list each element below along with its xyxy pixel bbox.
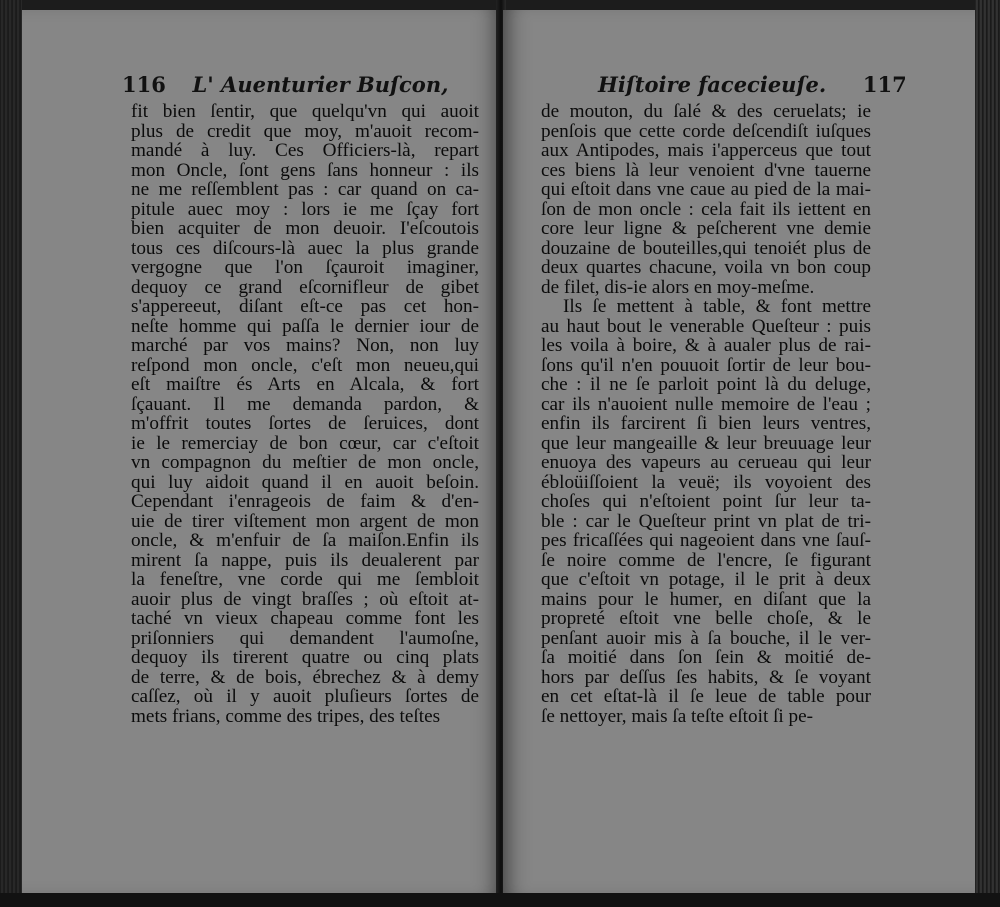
text-line: Ils ſe mettent à table, & font mettre [563, 296, 871, 317]
text-line: au haut bout le venerable Queſteur : puis [541, 315, 871, 337]
text-line: de terre, & de bois, ébrechez & à demy [131, 666, 479, 688]
text-line: uie de tirer viſtement mon argent de mon [131, 510, 479, 532]
right-page-number: 117 [862, 72, 907, 97]
right-page-text [541, 102, 871, 726]
text-line: tous ces diſcours-là auec la plus grande [131, 237, 479, 259]
text-line: penſant auoir mis à ſa bouche, il le ver- [541, 627, 871, 649]
text-line: enuoya des vapeurs au cerueau qui leur [541, 452, 871, 473]
text-line: m'offrit toutes ſortes de ſeruices, dont [131, 413, 479, 434]
text-line: ie le remerciay de bon cœur, car c'eſtoit [131, 432, 479, 454]
text-line: penſois que cette corde deſcendiſt iuſques [541, 120, 871, 142]
text-line: vn compagnon du meſtier de mon oncle, [131, 452, 479, 473]
left-running-head: L' Auenturier Buſcon, [192, 72, 449, 97]
text-line: choſes qui n'eſtoient point ſur leur ta- [541, 491, 871, 512]
text-line: ébloüiſſoient la veuë; ils voyoient des [541, 471, 871, 493]
text-line: ſon de mon oncle : cela fait ils iettent en [541, 198, 871, 220]
text-line: enfin ils farcirent ſi bien leurs ventres, [541, 413, 871, 434]
text-line: hors par deſſus ſes habits, & ſe voyant [541, 666, 871, 688]
text-line: plus de credit que moy, m'auoit recom- [131, 120, 479, 142]
text-line: mets frians, comme des tripes, des teſtes [131, 705, 441, 727]
text-line: ſe noire comme de l'encre, ſe figurant [541, 549, 871, 571]
text-line: auoir plus de vingt braſſes ; où eſtoit at- [131, 588, 479, 610]
text-line: fit bien ſentir, que quelqu'vn qui auoit [131, 101, 479, 122]
text-line: pes fricaſſées qui nageoient dans vne ſauſ- [541, 530, 871, 551]
text-line: s'appereeut, diſant eſt-ce pas cet hon- [131, 296, 479, 317]
text-line: bien acquiter de mon deuoir. I'eſcoutois [131, 218, 479, 239]
text-line: ble : car le Queſteur print vn plat de tri- [541, 510, 871, 532]
right-page-edges [975, 0, 1000, 907]
text-line: priſonniers qui demandent l'aumoſne, [131, 627, 479, 649]
left-page-edges [0, 0, 22, 907]
text-line: oncle, & m'enfuir de ſa maiſon.Enfin ils [131, 530, 479, 551]
text-line: qui luy aidoit quand il en auoit beſoin. [131, 471, 479, 493]
text-line: mains pour le humer, en diſant que la [541, 588, 871, 610]
left-page-number: 116 [122, 72, 166, 97]
text-line: caſſez, où il y auoit pluſieurs ſortes de [131, 686, 479, 707]
text-line: ne me reſſemblent pas : car quand on ca- [131, 179, 479, 200]
text-line: dequoy ils tirerent quatre ou cinq plats [131, 647, 479, 668]
left-page-header [122, 72, 448, 97]
text-line: aux Antipodes, mais i'apperceus que tout [541, 140, 871, 161]
text-line: car ils n'auoient nulle memoire de l'eau ; [541, 393, 871, 415]
text-line: de filet, dis-ie alors en moy-meſme. [541, 276, 815, 298]
text-line: core leur ligne & peſcherent vne demie [541, 218, 871, 239]
left-page [22, 10, 503, 893]
text-line: douzaine de bouteilles,qui tenoiét plus de [541, 237, 871, 259]
right-page-header [598, 72, 907, 97]
text-line: ſons qu'il n'en pouuoit ſortir de leur bou- [541, 354, 871, 376]
text-line: deux quartes chacune, voila vn bon coup [541, 257, 871, 278]
text-line: en cet eſtat-là il ſe leue de table pour [541, 686, 871, 707]
text-line: qui eſtoit dans vne caue au pied de la mai- [541, 179, 871, 200]
bottom-page-edges [0, 893, 1000, 907]
left-page-text [131, 102, 479, 726]
text-line: reſpond mon oncle, c'eſt mon neueu,qui [131, 354, 479, 376]
text-line: Cependant i'enrageois de faim & d'en- [131, 491, 479, 512]
text-line: mandé à luy. Ces Officiers-là, repart [131, 140, 479, 161]
right-page [503, 10, 975, 893]
text-line: ces biens là leur venoient d'vne tauerne [541, 159, 871, 181]
text-line: ſçauant. Il me demanda pardon, & [131, 393, 479, 415]
text-line: vergogne que l'on ſçauroit imaginer, [131, 257, 479, 278]
text-line: ſe nettoyer, mais ſa teſte eſtoit ſi pe- [541, 705, 814, 727]
text-line: que leur mangeaille & leur breuuage leur [541, 432, 871, 454]
text-line: che : il ne ſe parloit point là du deluge, [541, 374, 871, 395]
text-line: la feneſtre, vne corde qui me ſembloit [131, 569, 479, 590]
text-line: ſa moitié dans ſon ſein & moitié de- [541, 647, 871, 668]
text-line: dequoy ce grand eſcornifleur de gibet [131, 276, 479, 298]
text-line: les voila à boire, & à aualer plus de rai- [541, 335, 871, 356]
text-line: propreté eſtoit vne belle choſe, & le [541, 608, 871, 629]
text-line: marché par vos mains? Non, non luy [131, 335, 479, 356]
text-line: mon Oncle, ſont gens ſans honneur : ils [131, 159, 479, 181]
text-line: mirent ſa nappe, puis ils deualerent par [131, 549, 479, 571]
text-line: eſt maiſtre és Arts en Alcala, & fort [131, 374, 479, 395]
text-line: de mouton, du ſalé & des ceruelats; ie [541, 101, 871, 122]
text-line: que c'eſtoit vn potage, il le prit à deux [541, 569, 871, 590]
right-running-head: Hiſtoire facecieuſe. [598, 72, 827, 97]
text-line: pitule auec moy : lors ie me ſçay fort [131, 198, 479, 220]
text-line: neſte homme qui paſſa le dernier iour de [131, 315, 479, 337]
text-line: taché vn vieux chapeau comme font les [131, 608, 479, 629]
